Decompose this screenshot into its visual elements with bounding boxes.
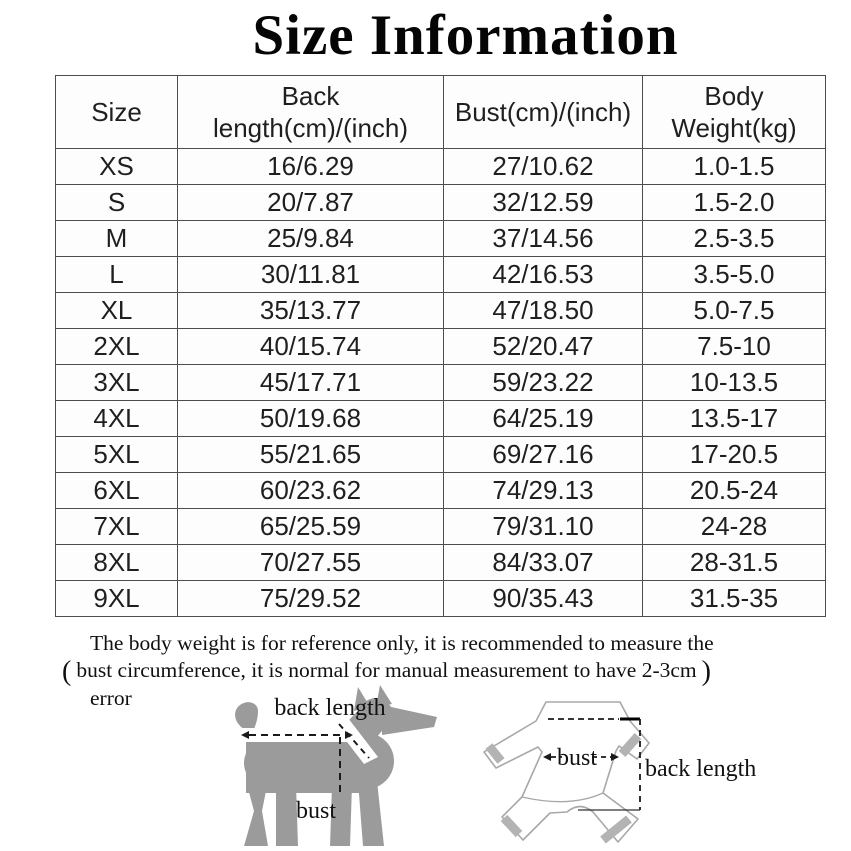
cell-col-0: 7XL: [56, 509, 178, 545]
table-row: [56, 293, 826, 329]
cell-col-3: 1.0-1.5: [643, 149, 826, 185]
garment-back-length-label: back length: [645, 756, 757, 782]
garment-measure-diagram: [470, 690, 770, 851]
cell-col-3: 31.5-35: [643, 581, 826, 617]
header-cell-2: [444, 76, 643, 149]
note-line-3: error: [90, 686, 132, 710]
header-cell-3: [643, 76, 826, 149]
cell-col-0: 2XL: [56, 329, 178, 365]
garment-bust-label: bust: [556, 745, 598, 771]
header-line: length(cm)/(inch): [212, 113, 409, 143]
cell-col-2: 37/14.56: [444, 221, 643, 257]
dog-muzzle: [382, 705, 437, 735]
table-row: [56, 329, 826, 365]
header-line: Weight(kg): [671, 113, 797, 143]
cell-col-1: 25/9.84: [178, 221, 444, 257]
cell-col-2: 69/27.16: [444, 437, 643, 473]
cell-col-1: 35/13.77: [178, 293, 444, 329]
dog-front-leg-2: [358, 781, 384, 846]
table-row: [56, 221, 826, 257]
table-row: [56, 581, 826, 617]
cell-col-3: 10-13.5: [643, 365, 826, 401]
size-table-header: [56, 76, 826, 149]
cell-col-2: 32/12.59: [444, 185, 643, 221]
cell-col-2: 74/29.13: [444, 473, 643, 509]
cell-col-1: 55/21.65: [178, 437, 444, 473]
cell-col-0: 6XL: [56, 473, 178, 509]
header-line: Size: [91, 97, 142, 127]
cell-col-2: 84/33.07: [444, 545, 643, 581]
cell-col-3: 2.5-3.5: [643, 221, 826, 257]
cell-col-1: 60/23.62: [178, 473, 444, 509]
dog-measure-diagram: [230, 685, 445, 851]
cell-col-0: 3XL: [56, 365, 178, 401]
note-line-1: The body weight is for reference only, it is recommended to measure the: [90, 631, 714, 655]
cell-col-1: 20/7.87: [178, 185, 444, 221]
cell-col-2: 90/35.43: [444, 581, 643, 617]
dog-back-length-label: back length: [274, 695, 386, 721]
cell-col-2: 47/18.50: [444, 293, 643, 329]
cell-col-2: 52/20.47: [444, 329, 643, 365]
table-row: [56, 185, 826, 221]
dog-tail: [235, 702, 258, 729]
cell-col-1: 45/17.71: [178, 365, 444, 401]
cell-col-1: 65/25.59: [178, 509, 444, 545]
table-row: [56, 401, 826, 437]
close-paren: ): [701, 656, 711, 687]
table-row: [56, 257, 826, 293]
cell-col-1: 40/15.74: [178, 329, 444, 365]
cell-col-3: 13.5-17: [643, 401, 826, 437]
cell-col-0: XL: [56, 293, 178, 329]
header-line: Back: [281, 81, 340, 111]
note-line-2-text: bust circumference, it is normal for manual measurement to have 2-3cm: [76, 658, 697, 682]
cell-col-3: 24-28: [643, 509, 826, 545]
cell-col-2: 79/31.10: [444, 509, 643, 545]
header-line: Body: [704, 81, 764, 111]
header-cell-1: [178, 76, 444, 149]
cell-col-1: 30/11.81: [178, 257, 444, 293]
dog-rear-leg-2: [276, 785, 298, 846]
cell-col-3: 1.5-2.0: [643, 185, 826, 221]
cell-col-1: 75/29.52: [178, 581, 444, 617]
size-table-body: [56, 149, 826, 617]
cell-col-0: XS: [56, 149, 178, 185]
page-title: Size Information: [252, 4, 679, 67]
header-line: Bust(cm)/(inch): [454, 97, 632, 127]
cell-col-0: 5XL: [56, 437, 178, 473]
cell-col-0: 4XL: [56, 401, 178, 437]
size-table: [55, 75, 826, 617]
open-paren: (: [62, 656, 72, 687]
cell-col-0: M: [56, 221, 178, 257]
cell-col-3: 3.5-5.0: [643, 257, 826, 293]
dog-bust-label: bust: [295, 798, 337, 824]
cell-col-1: 16/6.29: [178, 149, 444, 185]
cell-col-0: 9XL: [56, 581, 178, 617]
table-row: [56, 437, 826, 473]
cell-col-1: 50/19.68: [178, 401, 444, 437]
table-row: [56, 509, 826, 545]
cell-col-2: 42/16.53: [444, 257, 643, 293]
cell-col-3: 5.0-7.5: [643, 293, 826, 329]
cell-col-3: 28-31.5: [643, 545, 826, 581]
cell-col-2: 64/25.19: [444, 401, 643, 437]
table-row: [56, 149, 826, 185]
note-line-2: [57, 657, 837, 685]
cell-col-2: 27/10.62: [444, 149, 643, 185]
header-row: [56, 76, 826, 149]
cell-col-1: 70/27.55: [178, 545, 444, 581]
cell-col-2: 59/23.22: [444, 365, 643, 401]
dog-rump: [244, 739, 292, 787]
table-row: [56, 473, 826, 509]
cell-col-3: 17-20.5: [643, 437, 826, 473]
table-row: [56, 365, 826, 401]
table-row: [56, 545, 826, 581]
header-cell-0: [56, 76, 178, 149]
cell-col-0: L: [56, 257, 178, 293]
cell-col-3: 7.5-10: [643, 329, 826, 365]
cell-col-0: S: [56, 185, 178, 221]
cell-col-3: 20.5-24: [643, 473, 826, 509]
cell-col-0: 8XL: [56, 545, 178, 581]
